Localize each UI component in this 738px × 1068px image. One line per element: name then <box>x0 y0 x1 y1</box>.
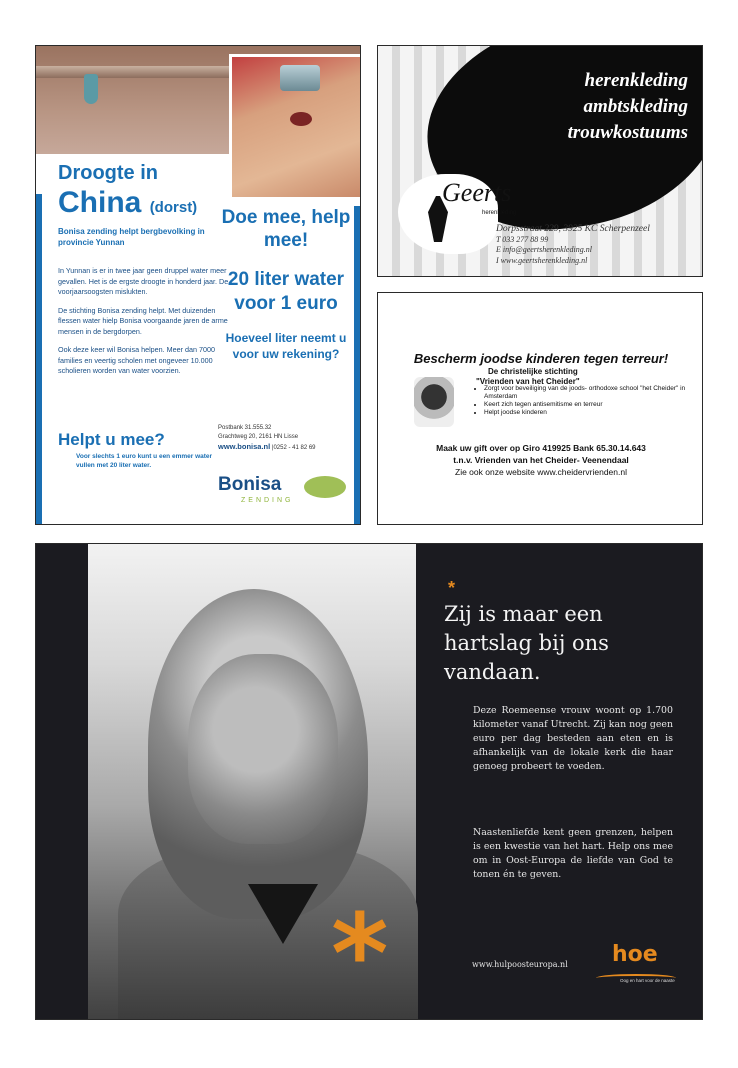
bonisa-phone: |0252 - 41 82 69 <box>271 445 316 451</box>
child-drinking-photo <box>229 54 361 200</box>
bonisa-logo-sub: ZENDING <box>241 497 294 504</box>
geerts-phone: T 033 277 88 99 <box>496 234 549 244</box>
left-accent-bar <box>36 194 42 525</box>
postbank-number: Postbank 31.555.32 <box>218 425 272 431</box>
bonisa-web-phone <box>218 442 358 453</box>
hoe-tagline: Oog en hart voor de naaste <box>620 978 675 983</box>
bonisa-logo-text: Bonisa <box>218 474 282 495</box>
china-paragraph: In Yunnan is er in twee jaar geen druppel water meer gevallen. Het is de ergste droogte in honderd jaar. De voorjaarsoogsten mislukten. <box>58 266 229 296</box>
cheider-bullets <box>470 385 694 417</box>
child-portrait-image <box>414 377 454 427</box>
mouth-image <box>290 112 312 126</box>
help-title: Helpt u mee? <box>58 430 165 449</box>
china-subtitle: Bonisa zending helpt bergbevolking in provincie Yunnan <box>58 227 205 247</box>
hoe-website[interactable]: www.hulpoosteuropa.nl <box>472 960 568 969</box>
faucet-image <box>280 65 320 91</box>
bonisa-advertisement <box>35 45 361 525</box>
china-title-suffix: (dorst) <box>149 199 198 216</box>
slogan-line: herenkleding <box>584 70 688 91</box>
geerts-slogan <box>458 68 688 146</box>
cheider-org-line1: De christelijke stichting <box>488 367 578 376</box>
hoe-headline: Zij is maar een hartslag bij ons vandaan. <box>444 602 609 684</box>
geerts-brand-sub: herenkleding <box>482 210 517 216</box>
tap-image <box>84 74 98 104</box>
bonisa-website[interactable]: www.bonisa.nl <box>218 442 271 451</box>
geerts-brand: Geerts <box>442 178 512 207</box>
cheider-advertisement <box>377 292 703 525</box>
cheider-headline: Bescherm joodse kinderen tegen terreur! <box>413 351 669 366</box>
orange-asterisk-icon: * <box>331 890 389 1018</box>
china-paragraph: De stichting Bonisa zending helpt. Met duizenden flessen water hielp Bonisa voorgaande jaren de arme mensen in de bergdorpen. <box>58 305 228 336</box>
bonisa-address: Grachtweg 20, 2161 HN Lisse <box>218 434 299 440</box>
gift-line2: t.n.v. Vrienden van het Cheider- Veenendaal <box>453 455 629 465</box>
china-body <box>58 266 233 385</box>
hoe-paragraph-1: Deze Roemeense vrouw woont op 1.700 kilometer vanaf Utrecht. Zij kan nog geen euro per dag besteden aan eten en is afhankelijk van de lokale kerk die haar genoeg probeert te voeden. <box>473 705 673 772</box>
cheider-website[interactable]: Zie ook onze website www.cheidervrienden.nl <box>455 467 627 477</box>
list-item: • Zorgt voor beveiliging van de joods- orthodoxe school "het Cheider" in Amsterdam <box>484 385 694 401</box>
small-asterisk-icon: * <box>448 578 456 598</box>
cta-liter: 20 liter water voor 1 euro <box>227 269 345 314</box>
bonisa-contact <box>218 424 358 453</box>
geerts-contact <box>496 224 701 266</box>
call-to-action-block <box>216 206 356 362</box>
water-pipe-image <box>36 66 236 78</box>
slogan-line: ambtskleding <box>583 96 688 117</box>
geerts-website[interactable]: I www.geertsherenkleding.nl <box>496 255 588 265</box>
cta-hoeveel: Hoeveel liter neemt u voor uw rekening? <box>225 331 347 361</box>
hoe-logo: hoe <box>612 942 658 967</box>
china-title-country: China <box>58 186 142 219</box>
help-subtitle: Voor slechts 1 euro kunt u een emmer water vullen met 20 liter water. <box>76 453 213 469</box>
hoe-advertisement <box>35 543 703 1020</box>
list-item: • Keert zich tegen antisemitisme en terreur <box>484 401 694 409</box>
cheider-org-line2: "Vrienden van het Cheider" <box>476 377 580 386</box>
cta-doe-mee: Doe mee, help mee! <box>221 207 351 251</box>
slogan-line: trouwkostuums <box>567 122 688 143</box>
china-title-line2 <box>58 186 197 220</box>
geerts-advertisement <box>377 45 703 277</box>
list-item: • Helpt joodse kinderen <box>484 409 694 417</box>
face-shape <box>188 654 338 844</box>
gift-line1: Maak uw gift over op Giro 419925 Bank 65.30.14.643 <box>436 443 646 453</box>
china-title-line1: Droogte in <box>58 162 158 184</box>
geerts-email[interactable]: E info@geertsherenkleding.nl <box>496 245 592 254</box>
china-paragraph: Ook deze keer wil Bonisa helpen. Meer dan 7000 families en veertig scholen met ongeveer 10.000 scholieren worden van water voorzien. <box>58 345 216 375</box>
fish-logo-icon <box>304 476 346 498</box>
geerts-address: Dorpsstraat 229, 3925 KC Scherpenzeel <box>496 224 650 234</box>
hoe-paragraph-2: Naastenliefde kent geen grenzen, helpen is een kwestie van het hart. Help ons mee om in Oost-Europa de liefde van God te tonen én te geven. <box>473 827 673 880</box>
